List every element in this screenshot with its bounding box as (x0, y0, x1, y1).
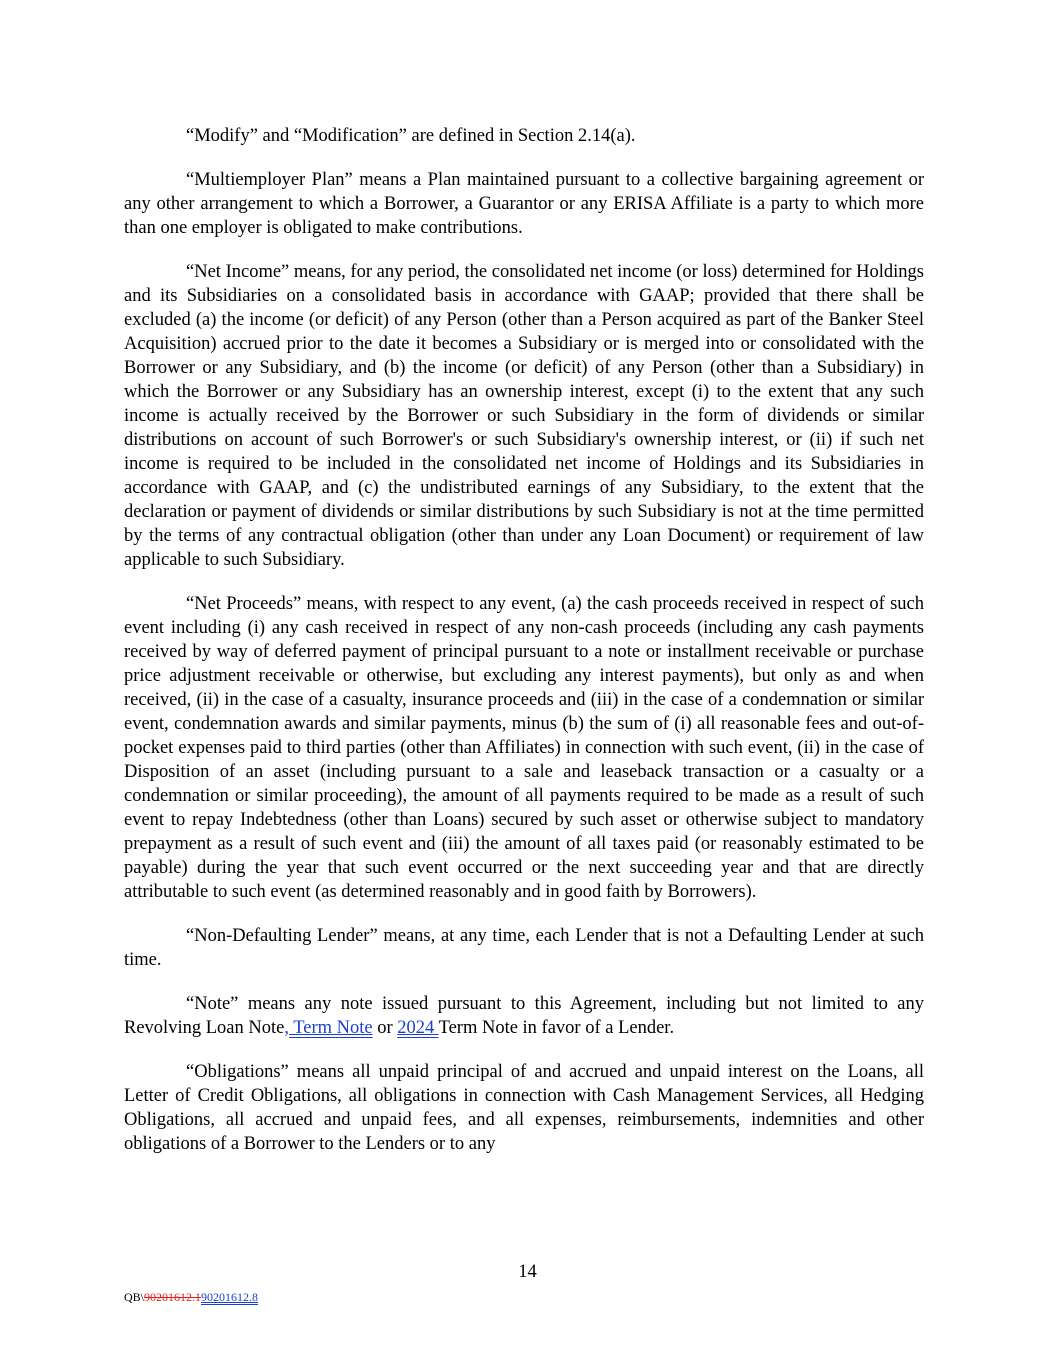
note-text-part1: “Note” means any note issued pursuant to this Agreement, including but not limited to any Revolving Loan Note (124, 994, 924, 1038)
note-text-part3: Term Note in favor of a Lender. (438, 1018, 675, 1038)
page-number: 14 (518, 1262, 537, 1282)
inserted-2024: 2024 (397, 1018, 439, 1038)
document-body (124, 124, 924, 1176)
inserted-term-note: , Term Note (284, 1018, 373, 1038)
document-id-prefix: QB\ (124, 1290, 145, 1304)
definition-modify: “Modify” and “Modification” are defined in Section 2.14(a). (186, 126, 636, 146)
document-id-inserted: 90201612.8 (201, 1290, 259, 1304)
definition-note (124, 992, 924, 1040)
definition-multiemployer-plan: “Multiemployer Plan” means a Plan maintained pursuant to a collective bargaining agreement or any other arrangement to which a Borrower, a Guarantor or any ERISA Affiliate is a party to which more than one employer is obligated to make contributions. (124, 170, 924, 238)
note-text-part2: or (372, 1018, 398, 1038)
document-id-deleted: 90201612.1 (144, 1290, 202, 1304)
definition-obligations: “Obligations” means all unpaid principal of and accrued and unpaid interest on the Loans, all Letter of Credit Obligations, all obligations in connection with Cash Management Services, all Hedging Obligations, all accrued and unpaid fees, and all expenses, reimbursements, indemnities and other obligations of a Borrower to the Lenders or to any (124, 1062, 924, 1154)
definition-non-defaulting-lender: “Non-Defaulting Lender” means, at any time, each Lender that is not a Defaulting Lender at such time. (124, 926, 924, 970)
definition-net-proceeds: “Net Proceeds” means, with respect to any event, (a) the cash proceeds received in respect of such event including (i) any cash received in respect of any non-cash proceeds (including any cash payments received by way of deferred payment of principal pursuant to a note or installment receivable or purchase price adjustment receivable or otherwise, but excluding any interest payments), but only as and when received, (ii) in the case of a casualty, insurance proceeds and (iii) in the case of a condemnation or similar event, condemnation awards and similar payments, minus (b) the sum of (i) all reasonable fees and out-of-pocket expenses paid to third parties (other than Affiliates) in connection with such event, (ii) in the case of Disposition of an asset (including pursuant to a sale and leaseback transaction or a casualty or a condemnation or similar proceeding), the amount of all payments required to be made as a result of such event to repay Indebtedness (other than Loans) secured by such asset or otherwise subject to mandatory prepayment as a result of such event and (iii) the amount of all taxes paid (or reasonably estimated to be payable) during the year that such event occurred or the next succeeding year and that are directly attributable to such event (as determined reasonably and in good faith by Borrowers). (124, 594, 924, 902)
document-id (124, 1290, 258, 1305)
definition-net-income: “Net Income” means, for any period, the consolidated net income (or loss) determined for Holdings and its Subsidiaries on a consolidated basis in accordance with GAAP; provided that there shall be excluded (a) the income (or deficit) of any Person (other than a Person acquired as part of the Banker Steel Acquisition) accrued prior to the date it becomes a Subsidiary or is merged into or consolidated with the Borrower or any Subsidiary, and (b) the income (or deficit) of any Person (other than a Subsidiary) in which the Borrower or any Subsidiary has an ownership interest, except (i) to the extent that any such income is actually received by the Borrower or such Subsidiary in the form of dividends or similar distributions on account of such Borrower's or such Subsidiary's ownership interest, or (ii) if such net income is required to be included in the consolidated net income of Holdings and its Subsidiaries in accordance with GAAP, and (c) the undistributed earnings of any Subsidiary, to the extent that the declaration or payment of dividends or similar distributions by such Subsidiary is not at the time permitted by the terms of any contractual obligation (other than under any Loan Document) or requirement of law applicable to such Subsidiary. (124, 262, 924, 570)
